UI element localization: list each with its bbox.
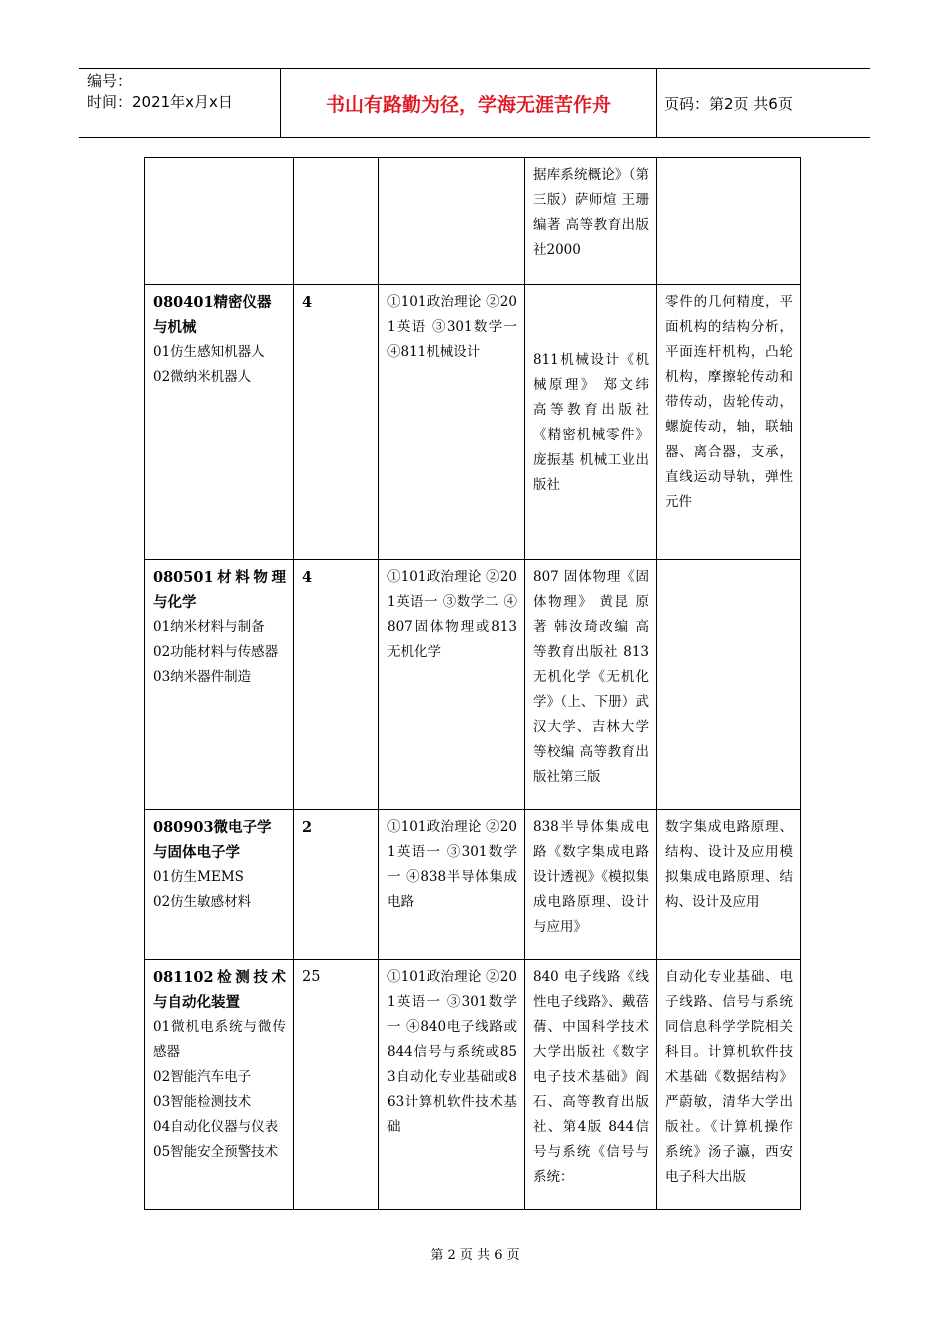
notes-cell — [657, 810, 801, 960]
count-cell — [294, 560, 379, 810]
major-cell — [145, 285, 294, 560]
major-cell — [145, 158, 294, 285]
exam-subjects: ①101政治理论 ②201英语一 ③301数学一 ④838半导体集成电路 — [387, 819, 517, 910]
reference-books: 807 固体物理《固体物理》 黄昆 原著 韩汝琦改编 高等教育出版社 813无机化学《无机化学》（上、下册）武汉大学、吉林大学等校编 高等教育出版社第三版 — [533, 569, 649, 785]
sub-direction: 03纳米器件制造 — [153, 669, 252, 685]
reference-books: 据库系统概论》（第三版）萨师煊 王珊编著 高等教育出版社2000 — [533, 167, 649, 258]
notes-cell — [657, 158, 801, 285]
exam-subjects: ①101政治理论 ②201英语一 ③数学二 ④807固体物理或813无机化学 — [387, 569, 517, 660]
books-cell — [525, 560, 657, 810]
enroll-count: 4 — [302, 294, 313, 311]
sub-direction: 02仿生敏感材料 — [153, 894, 252, 910]
notes-cell — [657, 560, 801, 810]
reference-books: 840 电子线路《线性电子线路》、戴蓓蒨、中国科学技术大学出版社《数字电子技术基础》阎石、高等教育出版社、第4版 844信号与系统《信号与系统： — [533, 969, 649, 1185]
notes-cell — [657, 960, 801, 1210]
reference-books: 838半导体集成电路《数字集成电路设计透视》《模拟集成电路原理、设计与应用》 — [533, 819, 649, 935]
major-title: 080501材料物理与化学 — [153, 569, 286, 611]
sub-direction: 02微纳米机器人 — [153, 369, 252, 385]
major-title: 080903微电子学与固体电子学 — [153, 819, 272, 861]
enroll-count: 25 — [302, 969, 321, 985]
major-title: 081102检测技术与自动化装置 — [153, 969, 286, 1011]
sub-direction: 03智能检测技术 — [153, 1094, 252, 1110]
table-row — [145, 560, 801, 810]
page-header — [79, 68, 870, 138]
notes: 零件的几何精度，平面机构的结构分析，平面连杆机构，凸轮机构，摩擦轮传动和带传动，齿轮传动，螺旋传动，轴，联轴器、离合器，支承，直线运动导轨，弹性元件 — [665, 294, 793, 510]
books-cell — [525, 158, 657, 285]
notes: 自动化专业基础、电子线路、信号与系统同信息科学学院相关科目。计算机软件技术基础《数据结构》严蔚敏，清华大学出版社。《计算机操作系统》汤子瀛，西安电子科大出版 — [665, 969, 793, 1185]
sub-direction: 01仿生MEMS — [153, 869, 244, 885]
sub-direction: 01微机电系统与微传感器 — [153, 1019, 286, 1060]
header-motto: 书山有路勤为径，学海无涯苦作舟 — [281, 69, 657, 137]
exam-subjects: ①101政治理论 ②201英语 ③301数学一 ④811机械设计 — [387, 294, 517, 360]
major-cell — [145, 960, 294, 1210]
header-meta — [79, 69, 281, 137]
table-row — [145, 810, 801, 960]
exam-cell — [379, 158, 525, 285]
notes: 数字集成电路原理、结构、设计及应用模拟集成电路原理、结构、设计及应用 — [665, 819, 793, 910]
sub-direction: 01仿生感知机器人 — [153, 344, 265, 360]
table-row — [145, 285, 801, 560]
exam-cell — [379, 285, 525, 560]
books-cell — [525, 960, 657, 1210]
program-table — [144, 157, 801, 1210]
notes-cell — [657, 285, 801, 560]
reference-books: 811机械设计《机械原理》 郑文纬 高等教育出版社《精密机械零件》 庞振基 机械工业出版社 — [533, 351, 649, 493]
header-number: 编号： — [87, 72, 133, 90]
table-row — [145, 960, 801, 1210]
exam-subjects: ①101政治理论 ②201英语一 ③301数学一 ④840电子线路或844信号与系统或853自动化专业基础或863计算机软件技术基础 — [387, 969, 517, 1135]
sub-direction: 01纳米材料与制备 — [153, 619, 265, 635]
count-cell — [294, 158, 379, 285]
books-cell — [525, 810, 657, 960]
major-cell — [145, 560, 294, 810]
exam-cell — [379, 960, 525, 1210]
count-cell — [294, 960, 379, 1210]
sub-direction: 04自动化仪器与仪表 — [153, 1119, 279, 1135]
books-cell — [525, 285, 657, 560]
exam-cell — [379, 810, 525, 960]
header-page-number: 页码：第2页 共6页 — [664, 94, 793, 113]
header-date: 时间：2021年x月x日 — [87, 93, 233, 111]
enroll-count: 2 — [302, 819, 313, 836]
sub-direction: 02功能材料与传感器 — [153, 644, 279, 660]
table-row — [145, 158, 801, 285]
exam-cell — [379, 560, 525, 810]
major-title: 080401精密仪器与机械 — [153, 294, 272, 336]
count-cell — [294, 285, 379, 560]
count-cell — [294, 810, 379, 960]
enroll-count: 4 — [302, 569, 313, 586]
sub-direction: 02智能汽车电子 — [153, 1069, 252, 1085]
page-footer: 第 2 页 共 6 页 — [430, 1248, 520, 1263]
sub-direction: 05智能安全预警技术 — [153, 1144, 279, 1160]
major-cell — [145, 810, 294, 960]
